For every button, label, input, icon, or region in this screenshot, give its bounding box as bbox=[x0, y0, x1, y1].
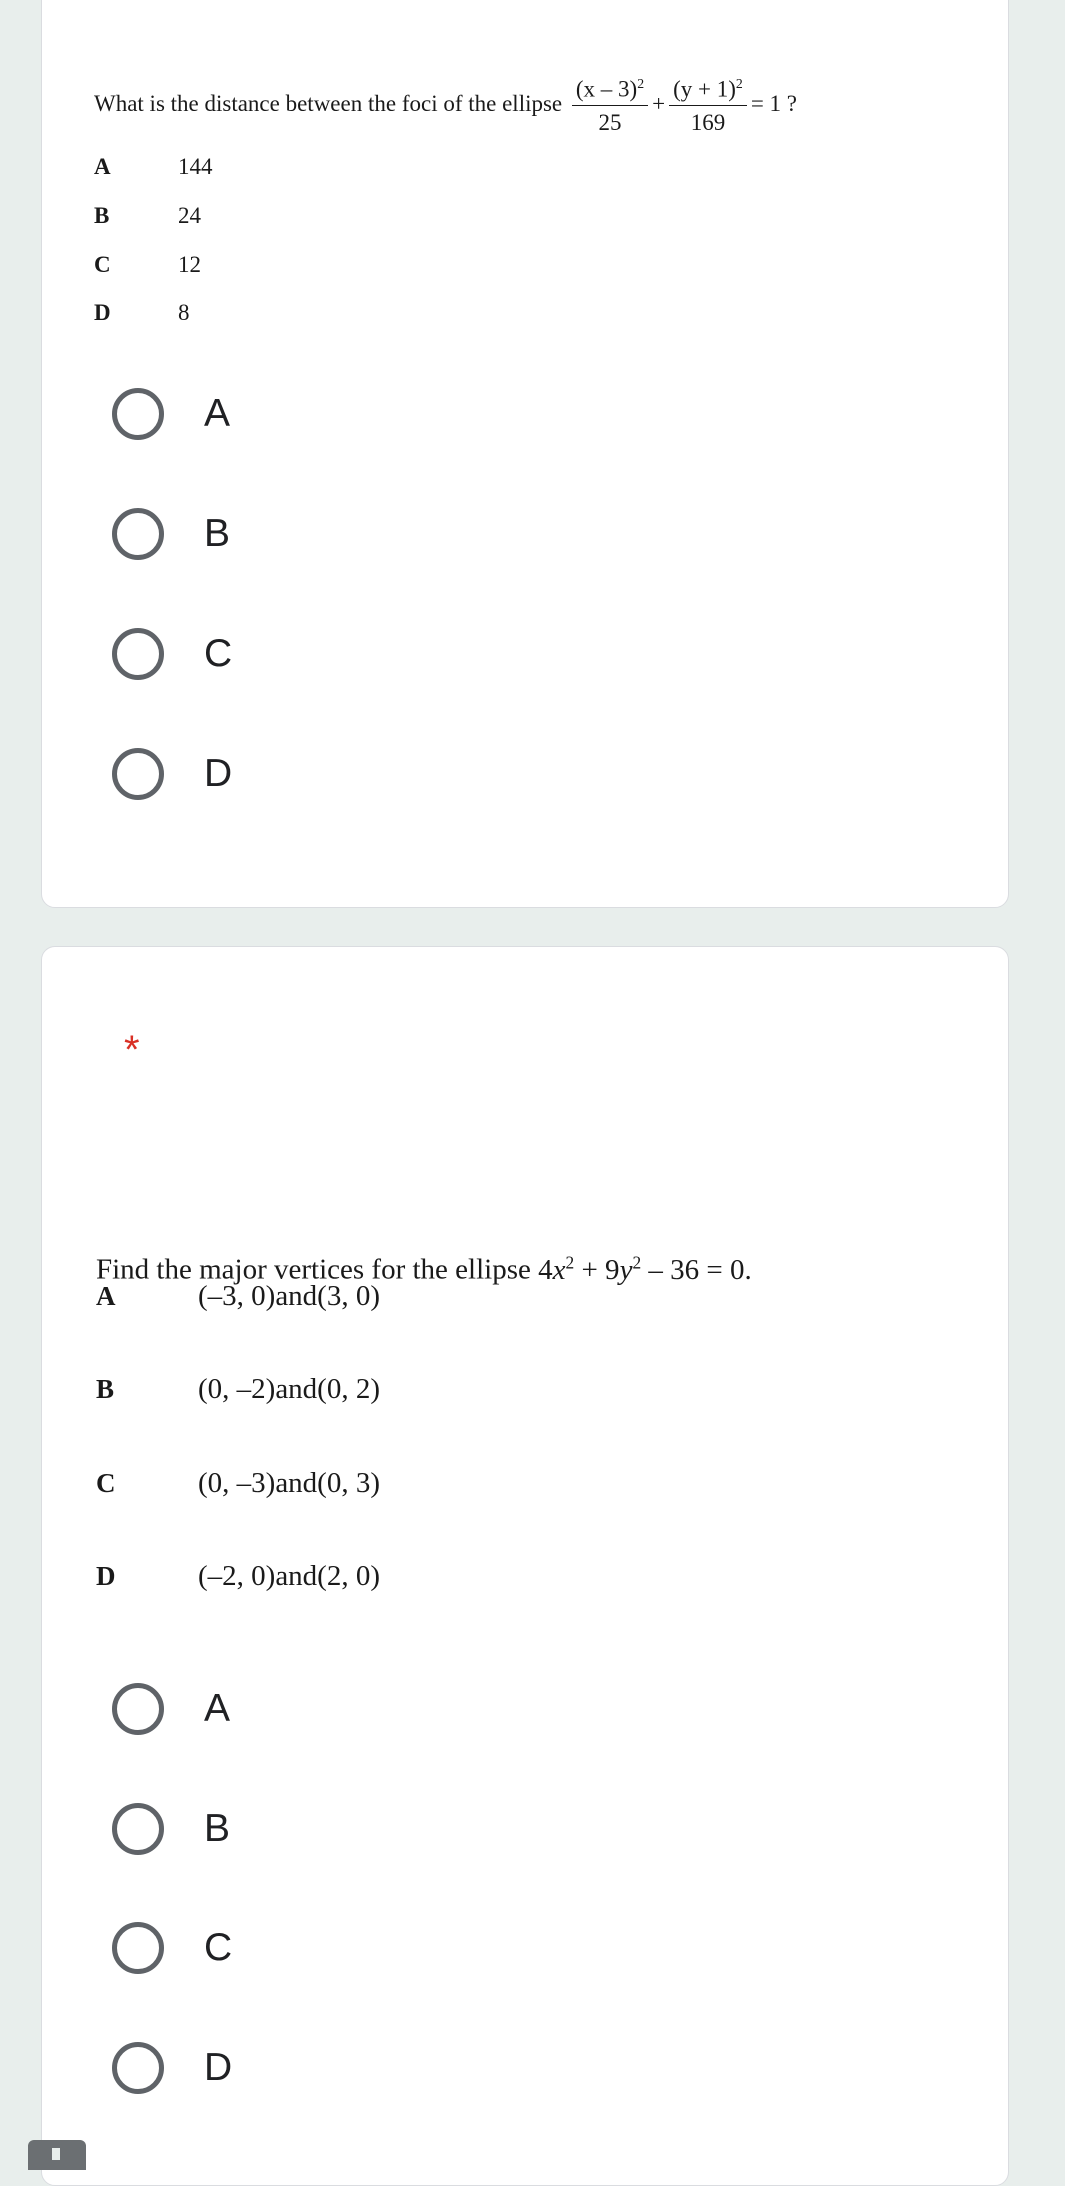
option-label: B bbox=[204, 512, 231, 555]
fraction-1-denominator: 25 bbox=[598, 109, 622, 135]
choice-letter: D bbox=[96, 1561, 116, 1591]
option-label: C bbox=[204, 1926, 233, 1969]
option-label: B bbox=[204, 1807, 231, 1850]
eq-coef-1: 4 bbox=[538, 1253, 553, 1286]
choice-letter: C bbox=[96, 1468, 116, 1498]
fraction-2-denominator: 169 bbox=[690, 109, 726, 135]
choice-value: 144 bbox=[178, 154, 213, 179]
radio-button[interactable] bbox=[112, 388, 164, 440]
radio-button[interactable] bbox=[112, 2042, 164, 2094]
choice-value: 8 bbox=[178, 300, 190, 325]
required-asterisk: * bbox=[124, 1028, 140, 1072]
bottom-floating-tab[interactable] bbox=[28, 2140, 86, 2170]
question-1-text bbox=[94, 76, 797, 136]
fraction-1 bbox=[572, 76, 648, 136]
radio-button[interactable] bbox=[112, 628, 164, 680]
choice-letter: A bbox=[96, 1281, 116, 1311]
q1-choice-row bbox=[94, 300, 190, 326]
q1-option-d[interactable] bbox=[112, 744, 232, 804]
choice-value: 12 bbox=[178, 252, 201, 277]
q1-choice-row bbox=[94, 203, 201, 229]
eq-rest: – 36 = 0. bbox=[641, 1253, 752, 1286]
radio-button[interactable] bbox=[112, 1922, 164, 1974]
question-2-prefix: Find the major vertices for the ellipse bbox=[96, 1253, 531, 1286]
choice-letter: A bbox=[94, 154, 111, 179]
equation bbox=[538, 1254, 752, 1286]
radio-button[interactable] bbox=[112, 1803, 164, 1855]
choice-letter: D bbox=[94, 300, 111, 325]
radio-button[interactable] bbox=[112, 508, 164, 560]
option-label: A bbox=[204, 392, 231, 435]
q2-option-b[interactable] bbox=[112, 1799, 230, 1859]
choice-value: (0, –3)and(0, 3) bbox=[198, 1467, 381, 1499]
q2-choice-row bbox=[96, 1467, 380, 1500]
q1-option-b[interactable] bbox=[112, 504, 230, 564]
q1-option-a[interactable] bbox=[112, 384, 230, 444]
q1-choice-row bbox=[94, 252, 201, 278]
choice-value: (–3, 0)and(3, 0) bbox=[198, 1280, 381, 1312]
choice-value: 24 bbox=[178, 203, 201, 228]
q2-choice-row bbox=[96, 1280, 380, 1313]
choice-value: (0, –2)and(0, 2) bbox=[198, 1373, 381, 1405]
option-label: C bbox=[204, 632, 233, 675]
q1-choice-row bbox=[94, 154, 213, 180]
q1-option-c[interactable] bbox=[112, 624, 232, 684]
q2-choice-row bbox=[96, 1560, 380, 1593]
plus-sign: + bbox=[652, 91, 666, 117]
choice-value: (–2, 0)and(2, 0) bbox=[198, 1560, 381, 1592]
radio-button[interactable] bbox=[112, 1683, 164, 1735]
radio-button[interactable] bbox=[112, 748, 164, 800]
option-label: D bbox=[204, 752, 233, 795]
fraction-2-numerator: (y + 1) bbox=[673, 76, 736, 102]
q2-option-d[interactable] bbox=[112, 2038, 232, 2098]
choice-letter: B bbox=[94, 203, 110, 228]
fraction-1-exponent: 2 bbox=[637, 76, 645, 91]
tab-mark-icon bbox=[52, 2148, 60, 2160]
fraction-2 bbox=[669, 76, 747, 136]
q2-option-c[interactable] bbox=[112, 1918, 232, 1978]
choice-letter: B bbox=[96, 1374, 115, 1404]
question-1-prefix: What is the distance between the foci of the ellipse bbox=[94, 91, 563, 117]
option-label: D bbox=[204, 2046, 233, 2089]
fraction-2-exponent: 2 bbox=[735, 76, 743, 91]
eq-exp-1: 2 bbox=[565, 1252, 575, 1272]
fraction-1-numerator: (x – 3) bbox=[575, 76, 638, 102]
option-label: A bbox=[204, 1687, 231, 1730]
choice-letter: C bbox=[94, 252, 111, 277]
q2-option-a[interactable] bbox=[112, 1679, 230, 1739]
eq-var-y: y bbox=[619, 1253, 633, 1286]
question-1-suffix: = 1 ? bbox=[750, 91, 797, 117]
q2-choice-row bbox=[96, 1373, 380, 1406]
eq-var-x: x bbox=[552, 1253, 566, 1286]
eq-op-1: + 9 bbox=[574, 1253, 620, 1286]
eq-exp-2: 2 bbox=[632, 1252, 642, 1272]
